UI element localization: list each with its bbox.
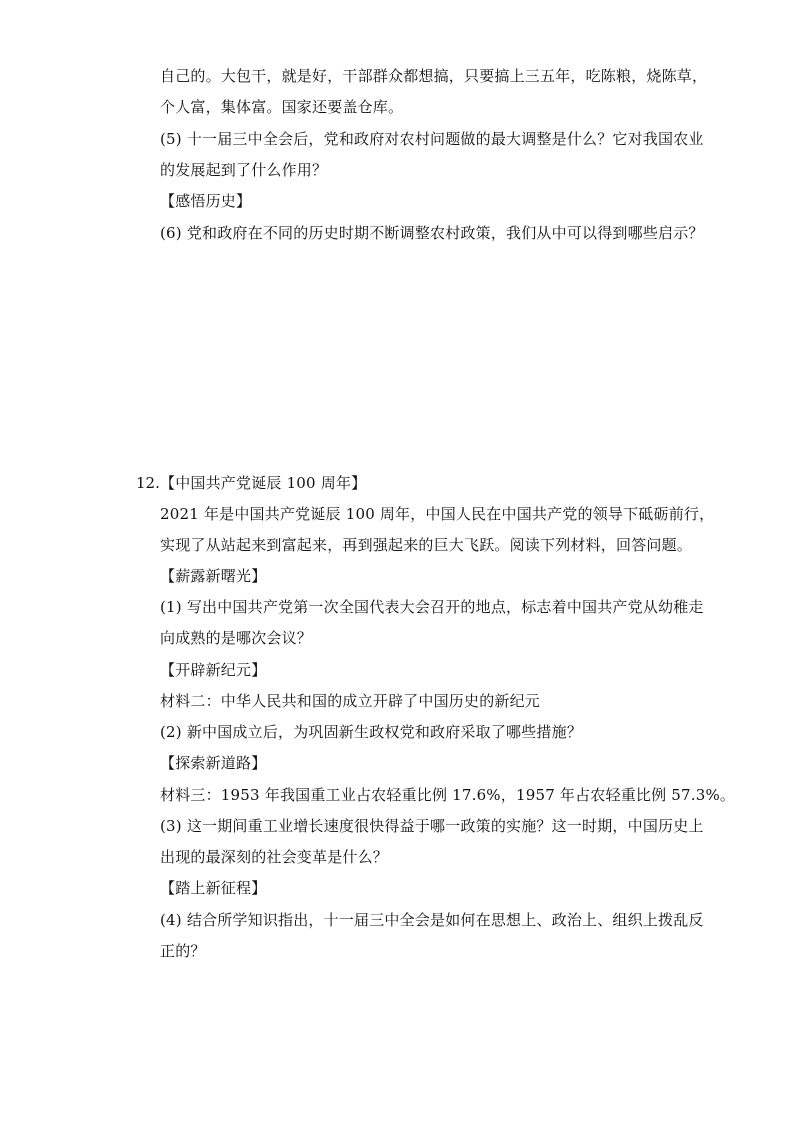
question-5-line: (5) 十一届三中全会后，党和政府对农村问题做的最大调整是什么？它对我国农业 — [160, 130, 704, 148]
question-number: 12. — [136, 474, 160, 492]
question-1-line: (1) 写出中国共产党第一次全国代表大会召开的地点，标志着中国共产党从幼稚走 — [160, 598, 704, 616]
question-4-line: (4) 结合所学知识指出，十一届三中全会是如何在思想上、政治上、组织上拨乱反 — [160, 911, 704, 929]
question-3-line: (3) 这一期间重工业增长速度很快得益于哪一政策的实施？这一时期，中国历史上 — [160, 817, 704, 835]
intro-text-line: 实现了从站起来到富起来，再到强起来的巨大飞跃。阅读下列材料，回答问题。 — [160, 536, 693, 554]
material-text-line: 自己的。大包干，就是好，干部群众都想搞，只要搞上三五年，吃陈粮，烧陈草， — [160, 67, 708, 85]
question-1-line: 向成熟的是哪次会议？ — [160, 629, 313, 647]
intro-text-line: 2021 年是中国共产党诞辰 100 周年，中国人民在中国共产党的领导下砥砺前行， — [160, 505, 715, 523]
section-heading: 【踏上新征程】 — [160, 879, 267, 897]
question-4-line: 正的？ — [160, 942, 206, 960]
material-text-line: 个人富，集体富。国家还要盖仓库。 — [160, 98, 404, 116]
section-heading: 【薪露新曙光】 — [160, 567, 267, 585]
material-three: 材料三：1953 年我国重工业占农轻重比例 17.6%，1957 年占农轻重比例 57.3%。 — [160, 786, 736, 804]
question-5-line: 的发展起到了什么作用？ — [160, 161, 328, 179]
section-heading: 【开辟新纪元】 — [160, 661, 267, 679]
section-heading-ganwu: 【感悟历史】 — [160, 192, 252, 210]
section-heading: 【探索新道路】 — [160, 754, 267, 772]
question-title: 【中国共产党诞辰 100 周年】 — [160, 474, 367, 492]
question-6: (6) 党和政府在不同的历史时期不断调整农村政策，我们从中可以得到哪些启示？ — [160, 224, 704, 242]
material-two: 材料二：中华人民共和国的成立开辟了中国历史的新纪元 — [160, 692, 541, 710]
question-3-line: 出现的最深刻的社会变革是什么？ — [160, 848, 389, 866]
question-2: (2) 新中国成立后，为巩固新生政权党和政府采取了哪些措施？ — [160, 723, 583, 741]
